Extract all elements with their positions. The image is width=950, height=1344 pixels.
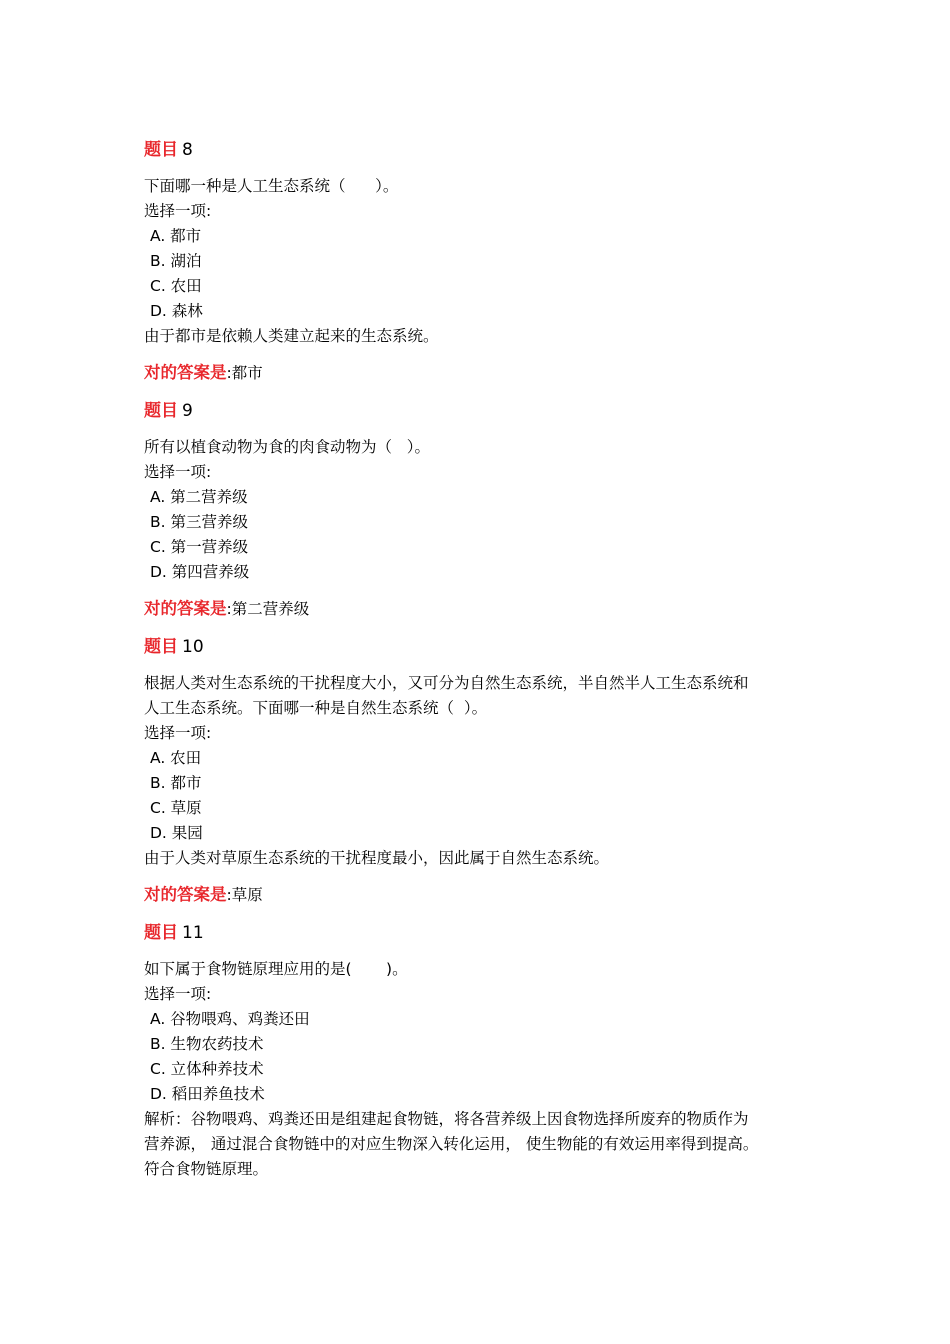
option-b[interactable]: B. 第三营养级 xyxy=(150,513,248,531)
question-header xyxy=(144,919,824,947)
question-number: 10 xyxy=(182,637,204,657)
select-one-prompt: 选择一项: xyxy=(144,985,212,1003)
explanation: 由于人类对草原生态系统的干扰程度最小，因此属于自然生态系统。 xyxy=(144,849,610,867)
correct-answer-value: 草原 xyxy=(231,886,263,904)
correct-answer xyxy=(144,359,824,387)
correct-answer xyxy=(144,881,824,909)
correct-answer-label: 对的答案是 xyxy=(144,363,227,382)
option-d[interactable]: D. 稻田养鱼技术 xyxy=(150,1085,265,1103)
question-stem: 所有以植食动物为食的肉食动物为（ ）。 xyxy=(144,438,431,456)
question-label: 题目 xyxy=(144,923,178,943)
option-d[interactable]: D. 森林 xyxy=(150,302,203,320)
question-stem: 下面哪一种是人工生态系统（ ）。 xyxy=(144,177,399,195)
correct-answer-value: 第二营养级 xyxy=(231,600,310,618)
question-number: 8 xyxy=(182,140,193,160)
option-a[interactable]: A. 农田 xyxy=(150,749,202,767)
explanation-cont: 符合食物链原理。 xyxy=(144,1160,269,1178)
explanation: 解析：谷物喂鸡、鸡粪还田是组建起食物链，将各营养级上因食物选择所废弃的物质作为 xyxy=(144,1110,749,1128)
option-c[interactable]: C. 草原 xyxy=(150,799,202,817)
question-stem-cont: 人工生态系统。下面哪一种是自然生态系统（ ）。 xyxy=(144,699,488,717)
select-one-prompt: 选择一项: xyxy=(144,724,212,742)
document-page xyxy=(144,136,824,1182)
question-label: 题目 xyxy=(144,140,178,160)
answer-colon: : xyxy=(226,886,232,904)
question-header xyxy=(144,633,824,661)
correct-answer-label: 对的答案是 xyxy=(144,599,227,618)
explanation: 由于都市是依赖人类建立起来的生态系统。 xyxy=(144,327,439,345)
question-10 xyxy=(144,633,824,909)
option-a[interactable]: A. 第二营养级 xyxy=(150,488,248,506)
option-d[interactable]: D. 第四营养级 xyxy=(150,563,250,581)
question-number: 9 xyxy=(182,401,193,421)
option-c[interactable]: C. 农田 xyxy=(150,277,202,295)
option-d[interactable]: D. 果园 xyxy=(150,824,203,842)
explanation-cont: 营养源， 通过混合食物链中的对应生物深入转化运用， 使生物能的有效运用率得到提高。 xyxy=(144,1135,759,1153)
select-one-prompt: 选择一项: xyxy=(144,463,212,481)
correct-answer-value: 都市 xyxy=(231,364,263,382)
question-label: 题目 xyxy=(144,401,178,421)
question-11 xyxy=(144,919,824,1182)
question-8 xyxy=(144,136,824,387)
answer-colon: : xyxy=(226,364,232,382)
question-label: 题目 xyxy=(144,637,178,657)
option-b[interactable]: B. 生物农药技术 xyxy=(150,1035,264,1053)
option-b[interactable]: B. 湖泊 xyxy=(150,252,202,270)
question-header xyxy=(144,397,824,425)
option-a[interactable]: A. 谷物喂鸡、鸡粪还田 xyxy=(150,1010,310,1028)
select-one-prompt: 选择一项: xyxy=(144,202,212,220)
question-header xyxy=(144,136,824,164)
correct-answer-label: 对的答案是 xyxy=(144,885,227,904)
question-stem: 根据人类对生态系统的干扰程度大小，又可分为自然生态系统，半自然半人工生态系统和 xyxy=(144,674,749,692)
option-b[interactable]: B. 都市 xyxy=(150,774,202,792)
question-stem: 如下属于食物链原理应用的是( )。 xyxy=(144,960,408,978)
correct-answer xyxy=(144,595,824,623)
question-number: 11 xyxy=(182,923,204,943)
question-9 xyxy=(144,397,824,623)
option-a[interactable]: A. 都市 xyxy=(150,227,202,245)
option-c[interactable]: C. 第一营养级 xyxy=(150,538,249,556)
answer-colon: : xyxy=(226,600,232,618)
option-c[interactable]: C. 立体种养技术 xyxy=(150,1060,264,1078)
